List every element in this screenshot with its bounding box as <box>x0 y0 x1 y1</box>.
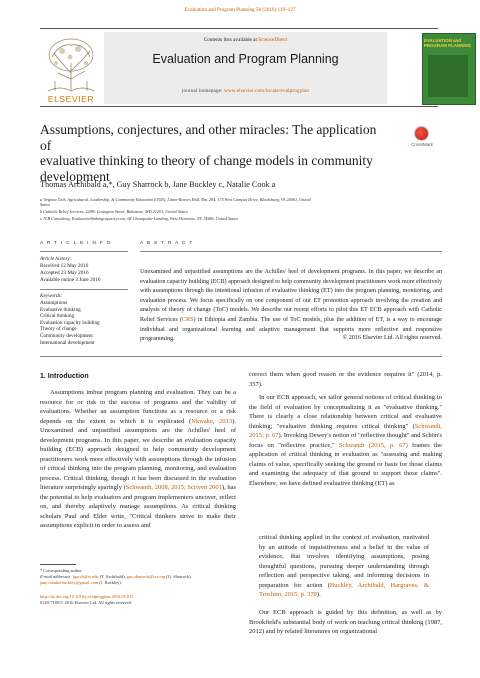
header-bottom-rule <box>40 106 438 107</box>
email-link[interactable]: tgarch@vt.edu <box>72 574 99 579</box>
quote-text: critical thinking applied in the context of evaluation, motivated by an attitude of inquisitiveness and a belief in the value of evidence, that involves identifying assumptions, posing thoughtful questions, pursuing deeper understanding through reflection and perspective taking, and informing decisions in preparation for action ( <box>259 534 429 589</box>
keyword-item: Critical thinking <box>40 313 75 320</box>
keyword-item: Community development <box>40 333 93 339</box>
title-line: Assumptions, conjectures, and other miracles: The application of <box>40 122 377 153</box>
article-title <box>40 122 380 184</box>
paragraph-text: Assumptions imbue program planning and evaluation. They can be a resource for or risk to the success of programs and the validity of evaluations. Whether an assumption functions as a resource or a risk depends on the extent to which it is explicated ( <box>40 389 236 425</box>
citation-link[interactable]: Buckley, Archibald, Hargraves, & Trochim, 2015, p. 378 <box>259 581 429 598</box>
paragraph-text: ). Invoking Dewey's notion of "reflective thought" and Schön's focus on "reflective practice," <box>249 432 443 449</box>
email-prefix: E-mail addresses: <box>40 574 73 579</box>
history-item: Accepted 23 May 2016 <box>40 270 89 276</box>
contents-prefix: Contents lists available at <box>203 37 259 43</box>
sciencedirect-link[interactable]: ScienceDirect <box>258 37 288 43</box>
paragraph-text: ), has the potential to help evaluators and program implementers uncover, reflect on, and thereby adaptively manage assumptions. As critical thinking scholars Paul and Elder write, "Critical thinkers strive to make their assumptions explicit in order to assess and <box>40 484 236 529</box>
citation-link[interactable]: Schwandt, 2015; p. 67 <box>249 422 442 439</box>
citation-link[interactable]: Nkwake, 2013 <box>191 417 233 425</box>
article-info-label: A R T I C L E I N F O <box>40 241 112 246</box>
email-owner: (T. Archibald), <box>98 574 127 579</box>
keyword-item: International development <box>40 339 95 346</box>
affiliation: c JCB Consulting, Evaluativethinkingcapacity.com, 68 Chesapeake Landing, West Henrietta, NY 14586, United States <box>40 216 239 221</box>
affiliation: States <box>40 202 51 207</box>
author-list[interactable]: Thomas Archibald a,*, Guy Sharrock b, Jane Buckley c, Natalie Cook a <box>40 180 276 189</box>
keyword-item: Evaluation capacity building <box>40 319 100 326</box>
abstract-bottom-rule <box>40 356 442 357</box>
publisher-wordmark: ELSEVIER <box>47 94 95 104</box>
journal-reference[interactable]: Evaluation and Program Planning 58 (2016) 119–127 <box>184 7 296 13</box>
cover-artwork <box>428 55 468 97</box>
keyword-item: Assumptions <box>40 300 68 306</box>
issn-line: 0149-7189/© 2016 Elsevier Ltd. All rights reserved. <box>40 600 132 605</box>
paragraph-text: In our ECB approach, we tailor general notions of critical thinking to the field of evaluation by conceptualizing it as "evaluative thinking." There is clearly a close relationship between critical and evaluative thinking; "evaluative thinking requires critical thinking" ( <box>249 394 442 430</box>
history-label: Article history: <box>40 256 72 262</box>
contents-line <box>104 37 387 43</box>
title-line: development <box>40 168 110 184</box>
paragraph-text: Our ECB approach is guided by this definition, as well as by Brookfield's substantial body of work on teaching critical thinking (1987, 2012) and by related literatures on organizational <box>249 609 442 635</box>
right-column-text <box>249 370 442 488</box>
crs-link[interactable]: CRS <box>182 316 194 323</box>
affiliation: a Virginia Tech, Agricultural, Leadership, & Community Education (0343), Litton-Reaves Hall, Rm. 284, 175 West Campus Drive, Blacksburg, VA 24061, United <box>40 197 311 202</box>
title-line: evaluative thinking to theory of change models in community <box>40 153 373 168</box>
abstract-text <box>140 268 442 345</box>
keyword-item: Theory of change <box>40 326 77 333</box>
cover-title: EVALUATION and PROGRAM PLANNING <box>424 38 472 48</box>
citation-link[interactable]: Schwandt (2015, p. 67) <box>338 441 408 449</box>
abstract-part: Unexamined and unjustified assumptions are the Achilles' heel of development programs. In this paper, we describe an evaluation capacity building (ECB) approach designed to help community development practitioners work more effectively with assumptions through the intentional infusion of evaluative thinking (ET) into the program planning, monitoring, and evaluation process. We focus specifically on one component of our ET promotion approach involving the creation and analysis of theory of change (ToC) models. We describe our recent efforts to pilot this ET ECB approach with Catholic Relief Services ( <box>140 269 442 323</box>
header-top-rule <box>40 28 438 29</box>
quote-text: ). <box>316 591 321 598</box>
email-link[interactable]: jane.cumberbuckley@gmail.com <box>40 579 99 585</box>
email-owner: (J. Buckley). <box>98 579 122 585</box>
block-quote <box>259 533 429 600</box>
affiliation: b Catholic Relief Services, 228W. Lexington Street, Baltimore, MD 21201, United States <box>40 209 188 214</box>
paragraph-text: ). Unexamined and unjustified assumptions are the Achilles' heel of development programs. In this paper, we describe an evaluation capacity building (ECB) approach designed to help community development practitioners work more effectively with assumptions through the infusion of critical thinking into the program planning, monitoring, and evaluation process. Critical thinking, though it has been discussed in the evaluation literature surprisingly sparingly ( <box>40 417 236 491</box>
homepage-prefix: journal homepage: <box>181 89 225 94</box>
paragraph-text: frames the application of critical thinking in evaluation as "assessing and making claims of value, specifically seeking the ground or basis for those claims and examining the adequacy of that ground to support those claims". Elsewhere, we have defined evaluative thinking (ET) as <box>249 441 442 487</box>
email-owner: (G. Sharrock), <box>165 574 192 579</box>
abstract-part: ) in Ethiopia and Zambia. The use of ToC models, plus the addition of ET, is a way to encourage individual and organizational learning and adaptive management that supports more reflective and responsive programming. <box>140 316 442 343</box>
history-item: Available online 3 June 2016 <box>40 277 101 283</box>
email-link[interactable]: guy.sharrock@crs.org <box>126 574 166 579</box>
keywords-label: Keywords: <box>40 293 63 299</box>
doi-line <box>40 594 240 600</box>
homepage-link[interactable]: www.elsevier.com/locate/evalprogplan <box>224 89 310 94</box>
abstract-label: A B S T R A C T <box>140 241 194 246</box>
journal-homepage <box>104 89 387 94</box>
section-heading: 1. Introduction <box>40 373 89 380</box>
crossmark-icon[interactable] <box>414 126 429 141</box>
crossmark-label[interactable]: CrossMark <box>411 142 433 147</box>
article-info-rule <box>40 251 128 252</box>
email-addresses <box>40 574 240 585</box>
copyright-notice: © 2016 Elsevier Ltd. All rights reserved. <box>342 335 442 341</box>
left-column-text <box>40 388 236 531</box>
paragraph-text: correct them when good reason or the evidence requires it" (2014, p. 357). <box>249 371 442 388</box>
paragraph <box>249 393 442 488</box>
right-column-closing <box>249 608 442 637</box>
keyword-item: Evaluative thinking <box>40 306 81 313</box>
corresponding-author-note: * Corresponding author. <box>40 568 83 573</box>
history-item: Received 12 May 2016 <box>40 263 89 269</box>
abstract-rule <box>140 251 442 252</box>
citation-link[interactable]: Schwandt, 2008, 2015; Scriven 2001 <box>125 484 222 491</box>
info-divider <box>40 289 128 290</box>
footnote-rule <box>40 564 76 565</box>
doi-link[interactable]: http://dx.doi.org/10.1016/j.evalprogplan.2016.05.015 <box>40 594 134 599</box>
journal-title[interactable]: Evaluation and Program Planning <box>152 52 339 66</box>
